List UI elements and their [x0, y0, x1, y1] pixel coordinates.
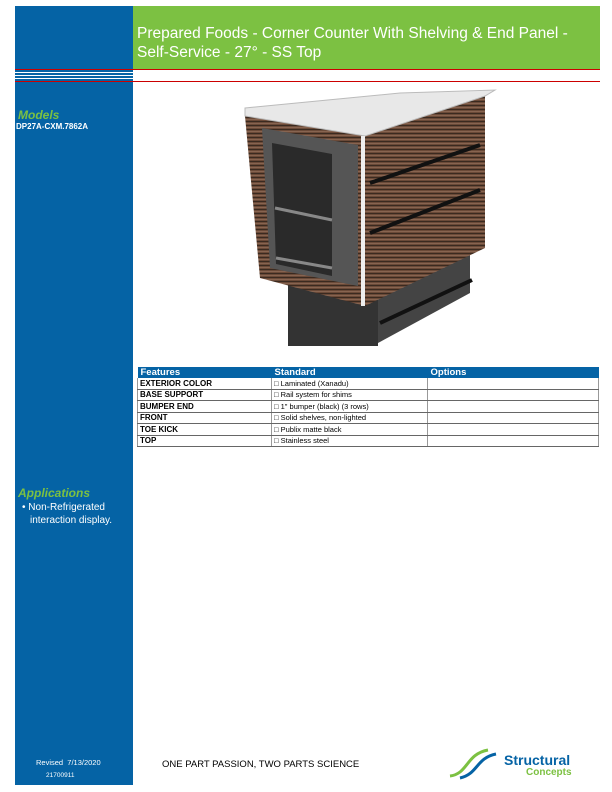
table-row: [138, 389, 599, 401]
table-row: [138, 424, 599, 436]
col-options: Options: [428, 367, 599, 378]
standard-cell: □ Stainless steel: [272, 435, 428, 447]
slogan: ONE PART PASSION, TWO PARTS SCIENCE: [162, 759, 360, 770]
revised-info: [36, 758, 101, 767]
logo-swoosh-icon: [448, 746, 500, 780]
revised-date: 7/13/2020: [67, 758, 101, 767]
applications-list: [22, 502, 112, 527]
col-features: Features: [138, 367, 272, 378]
options-cell: [428, 424, 599, 436]
standard-cell: □ 1" bumper (black) (3 rows): [272, 401, 428, 413]
standard-cell: □ Laminated (Xanadu): [272, 378, 428, 389]
standard-cell: □ Rail system for shims: [272, 389, 428, 401]
logo-text: Structural: [504, 752, 571, 768]
options-cell: [428, 378, 599, 389]
table-row: [138, 401, 599, 413]
options-cell: [428, 401, 599, 413]
revised-label: Revised: [36, 758, 64, 767]
header-stripes: [15, 69, 600, 83]
options-cell: [428, 412, 599, 424]
standard-cell: □ Publix matte black: [272, 424, 428, 436]
logo-subtext: Concepts: [526, 767, 572, 778]
features-table: [137, 367, 599, 447]
feature-cell: BASE SUPPORT: [138, 389, 272, 401]
feature-cell: EXTERIOR COLOR: [138, 378, 272, 389]
feature-cell: TOP: [138, 435, 272, 447]
model-number: DP27A-CXM.7862A: [16, 122, 89, 131]
options-cell: [428, 435, 599, 447]
applications-label: Applications: [18, 486, 91, 500]
feature-cell: BUMPER END: [138, 401, 272, 413]
standard-cell: □ Solid shelves, non-lighted: [272, 412, 428, 424]
feature-cell: TOE KICK: [138, 424, 272, 436]
table-row: [138, 378, 599, 389]
options-cell: [428, 389, 599, 401]
table-row: [138, 435, 599, 447]
application-item: interaction display.: [30, 514, 113, 526]
models-label: Models: [18, 108, 60, 122]
col-standard: Standard: [272, 367, 428, 378]
table-row: [138, 412, 599, 424]
doc-number: 21700911: [46, 772, 75, 779]
feature-cell: FRONT: [138, 412, 272, 424]
product-image: [240, 88, 500, 353]
application-item: • Non-Refrigerated: [22, 502, 105, 513]
page-title: Prepared Foods - Corner Counter With Shelving & End Panel - Self-Service - 27° - SS Top: [137, 25, 568, 61]
